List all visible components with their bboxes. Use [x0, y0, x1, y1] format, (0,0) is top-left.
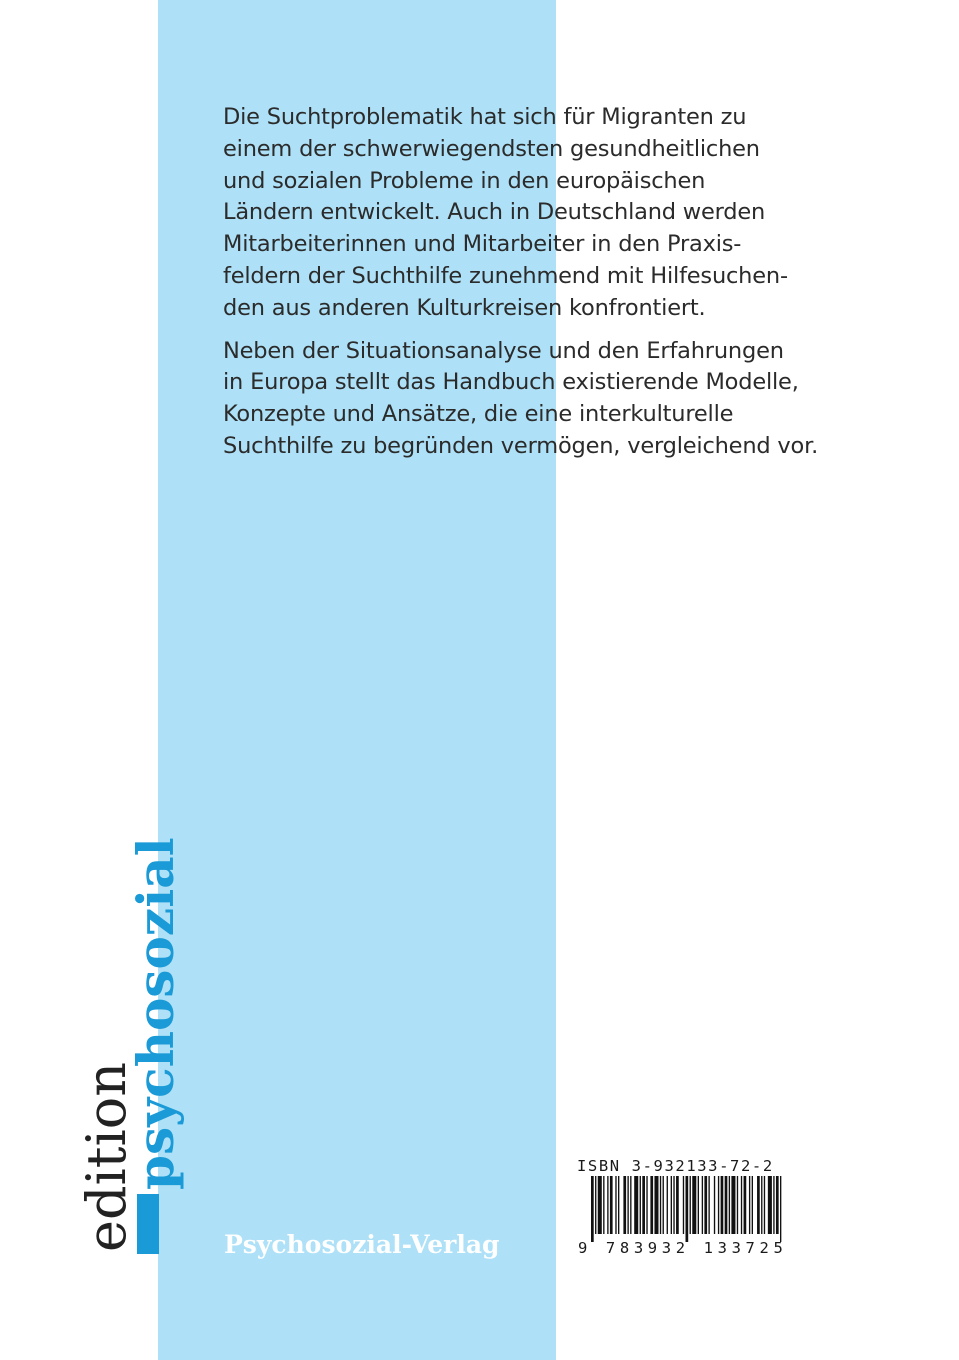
barcode-bar — [744, 1176, 747, 1234]
barcode-bar — [634, 1176, 638, 1234]
edition-psychosozial-logo-svg — [75, 820, 204, 1260]
barcode-bar — [654, 1176, 658, 1234]
barcode-bars — [591, 1176, 781, 1242]
blurb-paragraph-2 — [223, 336, 823, 463]
barcode-bar — [729, 1176, 730, 1234]
barcode-bar — [673, 1176, 674, 1234]
barcode-bar — [676, 1176, 679, 1234]
blurb-line: in Europa stellt das Handbuch existierende Modelle, — [223, 369, 799, 396]
barcode-bar — [683, 1176, 684, 1234]
blurb-line: Neben der Situationsanalyse und den Erfahrungen — [223, 337, 784, 364]
barcode-bar — [615, 1176, 616, 1234]
barcode-bar — [618, 1176, 619, 1234]
barcode-bar — [773, 1176, 774, 1234]
blurb-line: Ländern entwickelt. Auch in Deutschland werden — [223, 199, 766, 226]
barcode-bar — [702, 1176, 703, 1234]
barcode-bar — [708, 1176, 709, 1234]
blurb-line: und sozialen Probleme in den europäischen — [223, 167, 706, 194]
blurb-line: Suchthilfe zu begründen vermögen, vergleichend vor. — [223, 432, 819, 459]
barcode-svg — [577, 1176, 785, 1256]
edition-psychosozial-logo — [75, 820, 204, 1260]
barcode-bar — [603, 1176, 604, 1234]
barcode-digits: 9 783932 133725 — [578, 1239, 784, 1257]
barcode-bar — [598, 1176, 602, 1234]
barcode-bar — [761, 1176, 762, 1234]
barcode-bar — [764, 1176, 765, 1234]
barcode-bar — [642, 1176, 645, 1234]
blurb-line: Die Suchtproblematik hat sich für Migranten zu — [223, 104, 747, 130]
barcode-bar — [780, 1176, 781, 1242]
isbn-label: ISBN 3-932133-72-2 — [577, 1157, 774, 1175]
barcode-bar — [627, 1176, 628, 1234]
barcode-bar — [663, 1176, 664, 1234]
logo-word-psychosozial: psychosozial — [126, 837, 185, 1190]
barcode-bar — [714, 1176, 715, 1234]
barcode-bar — [698, 1176, 699, 1234]
barcode-bar — [749, 1176, 750, 1234]
barcode-bar — [718, 1176, 719, 1234]
barcode-bar — [768, 1176, 772, 1234]
barcode-bar — [660, 1176, 661, 1234]
barcode-bar — [595, 1176, 596, 1234]
barcode-bar — [725, 1176, 728, 1234]
logo-blue-bar — [137, 1194, 159, 1254]
barcode-bar — [704, 1176, 707, 1234]
barcode-bar — [731, 1176, 735, 1234]
barcode-bar — [752, 1176, 753, 1234]
barcode-bar — [690, 1176, 691, 1234]
publisher-name: Psychosozial-Verlag — [224, 1230, 500, 1259]
blurb-text — [223, 102, 823, 474]
barcode-bar — [671, 1176, 672, 1234]
barcode — [577, 1176, 785, 1256]
barcode-bar — [640, 1176, 641, 1234]
barcode-bar — [667, 1176, 668, 1234]
barcode-bar — [757, 1176, 760, 1234]
barcode-bar — [630, 1176, 631, 1234]
barcode-bar — [646, 1176, 647, 1234]
blurb-line: einem der schwerwiegendsten gesundheitlichen — [223, 135, 760, 162]
blurb-line: feldern der Suchthilfe zunehmend mit Hilfesuchen- — [223, 262, 788, 289]
blurb-line: Konzepte und Ansätze, die eine interkulturelle — [223, 401, 734, 428]
barcode-bar — [607, 1176, 608, 1234]
barcode-bar — [650, 1176, 653, 1234]
barcode-bar — [623, 1176, 626, 1234]
barcode-bar — [741, 1176, 742, 1234]
logo-word-edition: edition — [75, 1061, 138, 1252]
barcode-bar — [610, 1176, 613, 1234]
barcode-bar — [737, 1176, 738, 1234]
barcode-bar — [692, 1176, 696, 1234]
barcode-bar — [686, 1176, 689, 1242]
blurb-line: den aus anderen Kulturkreisen konfrontiert. — [223, 294, 706, 321]
barcode-bar — [591, 1176, 594, 1242]
barcode-bar — [776, 1176, 779, 1234]
barcode-bar — [721, 1176, 724, 1234]
blurb-line: Mitarbeiterinnen und Mitarbeiter in den Praxis- — [223, 231, 742, 258]
blurb-paragraph-1 — [223, 102, 823, 325]
